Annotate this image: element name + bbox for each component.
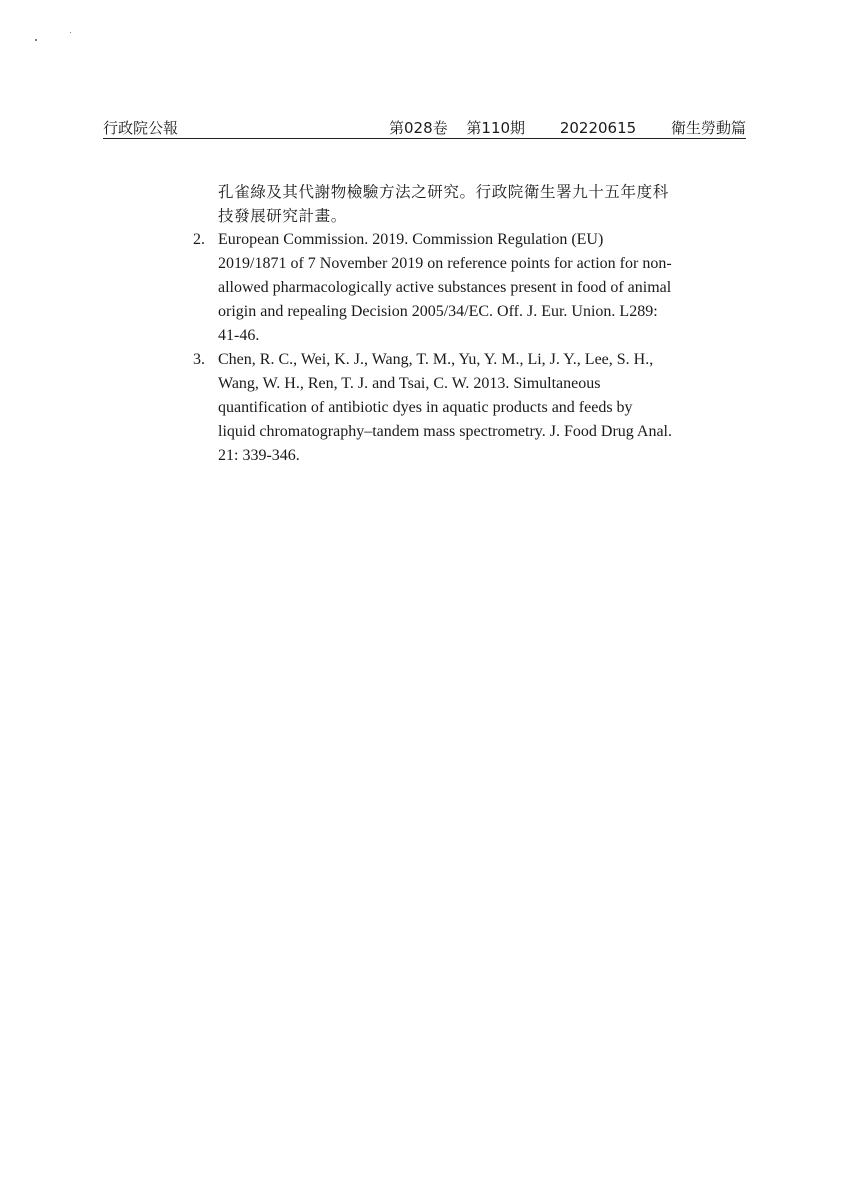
reference-text: European Commission. 2019. Commission Regulation (EU) 2019/1871 of 7 November 2019 on reference points for action for non-allowed pharmacologically active substances present in food of animal origin and repealing Decision 2005/34/EC. Off. J. Eur. Union. L289: 41-46. <box>218 231 672 344</box>
header-meta <box>389 117 746 138</box>
reference-number: 3. <box>193 351 205 368</box>
reference-continuation: 孔雀綠及其代謝物檢驗方法之研究。行政院衛生署九十五年度科技發展研究計畫。 <box>218 183 669 225</box>
reference-text: Chen, R. C., Wei, K. J., Wang, T. M., Yu, Y. M., Li, J. Y., Lee, S. H., Wang, W. H., Ren, T. J. and Tsai, C. W. 2013. Simultaneous quantification of antibiotic dyes in aquatic products and feeds by liquid chromatography–tandem mass spectrometry. J. Food Drug Anal. 21: 339-346. <box>218 351 672 464</box>
publication-title: 行政院公報 <box>103 119 179 137</box>
reference-item <box>193 348 673 468</box>
volume-label: 第028卷 <box>389 119 448 137</box>
reference-number: 2. <box>193 231 205 248</box>
reference-item <box>193 228 673 348</box>
scan-speck <box>35 39 37 41</box>
scan-speck <box>70 32 71 33</box>
page-header <box>103 114 746 139</box>
section-label: 衛生勞動篇 <box>670 119 746 137</box>
date-label: 20220615 <box>559 119 637 137</box>
issue-label: 第110期 <box>466 119 526 137</box>
reference-list <box>193 180 673 468</box>
